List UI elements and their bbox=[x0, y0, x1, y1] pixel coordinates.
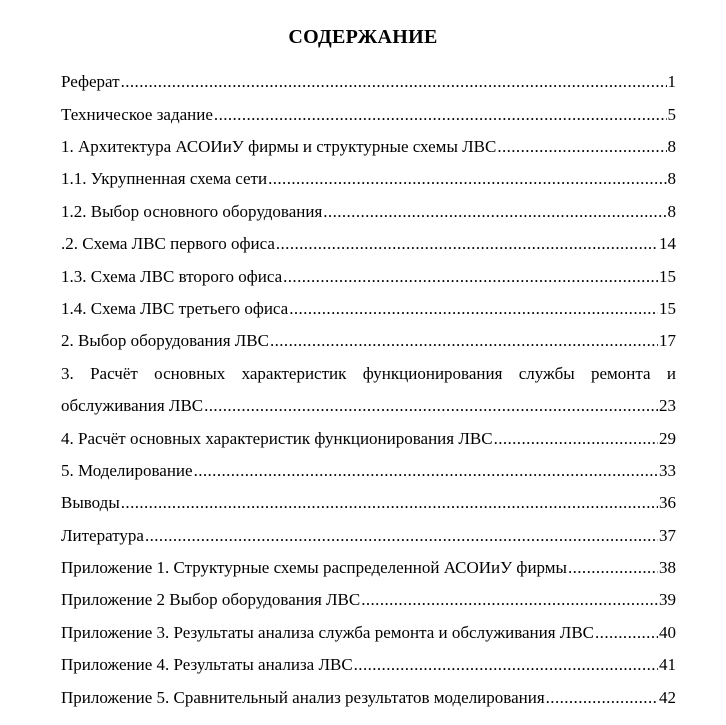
toc-entry-text: 4. Расчёт основных характеристик функционирования ЛВС bbox=[61, 428, 493, 448]
toc-entry-page: 17 bbox=[659, 331, 676, 351]
toc-entry-appendix-3[interactable] bbox=[61, 617, 676, 649]
toc-entry-page: 15 bbox=[659, 266, 676, 286]
toc-entry-text: .2. Схема ЛВС первого офиса bbox=[61, 234, 275, 254]
toc-entry-page: 8 bbox=[667, 136, 676, 156]
toc-leader-dots bbox=[361, 590, 658, 610]
toc-entry-page: 1 bbox=[667, 72, 676, 92]
toc-leader-dots bbox=[497, 137, 666, 157]
toc-leader-dots bbox=[354, 655, 658, 675]
toc-leader-dots bbox=[546, 688, 658, 708]
toc-entry-abstract[interactable] bbox=[61, 66, 676, 98]
toc-entry-section-5[interactable] bbox=[61, 455, 676, 487]
toc-entry-text: Литература bbox=[61, 525, 144, 545]
toc-entry-line-2 bbox=[61, 390, 676, 422]
toc-leader-dots bbox=[494, 429, 658, 449]
toc-entry-text: 3. Расчёт основных характеристик функционирования службы ремонта и bbox=[61, 363, 676, 383]
toc-entry-page: 40 bbox=[659, 622, 676, 642]
toc-entry-page: 5 bbox=[667, 104, 676, 124]
toc-leader-dots bbox=[194, 461, 658, 481]
toc-entry-text: 1.2. Выбор основного оборудования bbox=[61, 201, 323, 221]
toc-entry-page: 38 bbox=[659, 558, 676, 578]
toc-entry-text: 1.3. Схема ЛВС второго офиса bbox=[61, 266, 283, 286]
toc-entry-text: Техническое задание bbox=[61, 104, 213, 124]
toc-leader-dots bbox=[289, 299, 658, 319]
toc-entry-text: 2. Выбор оборудования ЛВС bbox=[61, 331, 269, 351]
toc-entry-appendix-2[interactable] bbox=[61, 584, 676, 616]
toc-entry-text: 1. Архитектура АСОИиУ фирмы и структурные схемы ЛВС bbox=[61, 136, 497, 156]
toc-entry-page: 37 bbox=[659, 525, 676, 545]
toc-entry-section-1-1[interactable] bbox=[61, 163, 676, 195]
toc-leader-dots bbox=[270, 331, 658, 351]
toc-leader-dots bbox=[204, 396, 658, 416]
toc-leader-dots bbox=[268, 169, 666, 189]
page-title: СОДЕРЖАНИЕ bbox=[288, 26, 438, 48]
toc-entry-text: Приложение 3. Результаты анализа служба ремонта и обслуживания ЛВС bbox=[61, 622, 595, 642]
toc-entry-text: 1.1. Укрупненная схема сети bbox=[61, 169, 268, 189]
toc-entry-text: Приложение 5. Сравнительный анализ результатов моделирования bbox=[61, 687, 545, 707]
toc-entry-page: 42 bbox=[659, 687, 676, 707]
toc-entry-page: 41 bbox=[659, 655, 676, 675]
toc-entry-appendix-5[interactable] bbox=[61, 681, 676, 713]
toc-leader-dots bbox=[214, 105, 667, 125]
toc-entry-section-3[interactable] bbox=[61, 358, 676, 423]
toc-entry-text: 5. Моделирование bbox=[61, 460, 193, 480]
toc-leader-dots bbox=[276, 234, 658, 254]
toc-entry-page: 8 bbox=[667, 169, 676, 189]
toc-entry-page: 15 bbox=[659, 298, 676, 318]
toc-entry-appendix-1[interactable] bbox=[61, 552, 676, 584]
toc-leader-dots bbox=[145, 526, 658, 546]
toc-leader-dots bbox=[121, 72, 667, 92]
toc-entry-line-1 bbox=[61, 358, 676, 390]
toc-leader-dots bbox=[568, 558, 658, 578]
toc-entry-page: 8 bbox=[667, 201, 676, 221]
table-of-contents bbox=[61, 66, 676, 714]
toc-entry-section-1-2[interactable] bbox=[61, 196, 676, 228]
toc-entry-text: Приложение 1. Структурные схемы распределенной АСОИиУ фирмы bbox=[61, 558, 567, 578]
toc-entry-section-1-3[interactable] bbox=[61, 260, 676, 292]
toc-entry-page: 36 bbox=[659, 493, 676, 513]
toc-entry-literature[interactable] bbox=[61, 519, 676, 551]
toc-leader-dots bbox=[595, 623, 658, 643]
toc-entry-page: 39 bbox=[659, 590, 676, 610]
toc-entry-text: обслуживания ЛВС bbox=[61, 396, 204, 416]
toc-entry-page: 14 bbox=[659, 234, 676, 254]
toc-entry-text: Выводы bbox=[61, 493, 120, 513]
toc-entry-page: 33 bbox=[659, 460, 676, 480]
toc-entry-page: 29 bbox=[659, 428, 676, 448]
toc-entry-section-first-office[interactable] bbox=[61, 228, 676, 260]
toc-entry-appendix-4[interactable] bbox=[61, 649, 676, 681]
toc-entry-section-4[interactable] bbox=[61, 422, 676, 454]
toc-leader-dots bbox=[283, 267, 658, 287]
toc-entry-section-1-4[interactable] bbox=[61, 293, 676, 325]
toc-entry-text: Реферат bbox=[61, 72, 120, 92]
toc-entry-section-2[interactable] bbox=[61, 325, 676, 357]
toc-leader-dots bbox=[323, 202, 666, 222]
toc-entry-conclusions[interactable] bbox=[61, 487, 676, 519]
toc-entry-text: 1.4. Схема ЛВС третьего офиса bbox=[61, 298, 289, 318]
toc-entry-technical-task[interactable] bbox=[61, 98, 676, 130]
toc-entry-section-1[interactable] bbox=[61, 131, 676, 163]
toc-entry-text: Приложение 2 Выбор оборудования ЛВС bbox=[61, 590, 361, 610]
toc-entry-text: Приложение 4. Результаты анализа ЛВС bbox=[61, 655, 353, 675]
toc-entry-page: 23 bbox=[659, 396, 676, 416]
toc-leader-dots bbox=[121, 493, 658, 513]
